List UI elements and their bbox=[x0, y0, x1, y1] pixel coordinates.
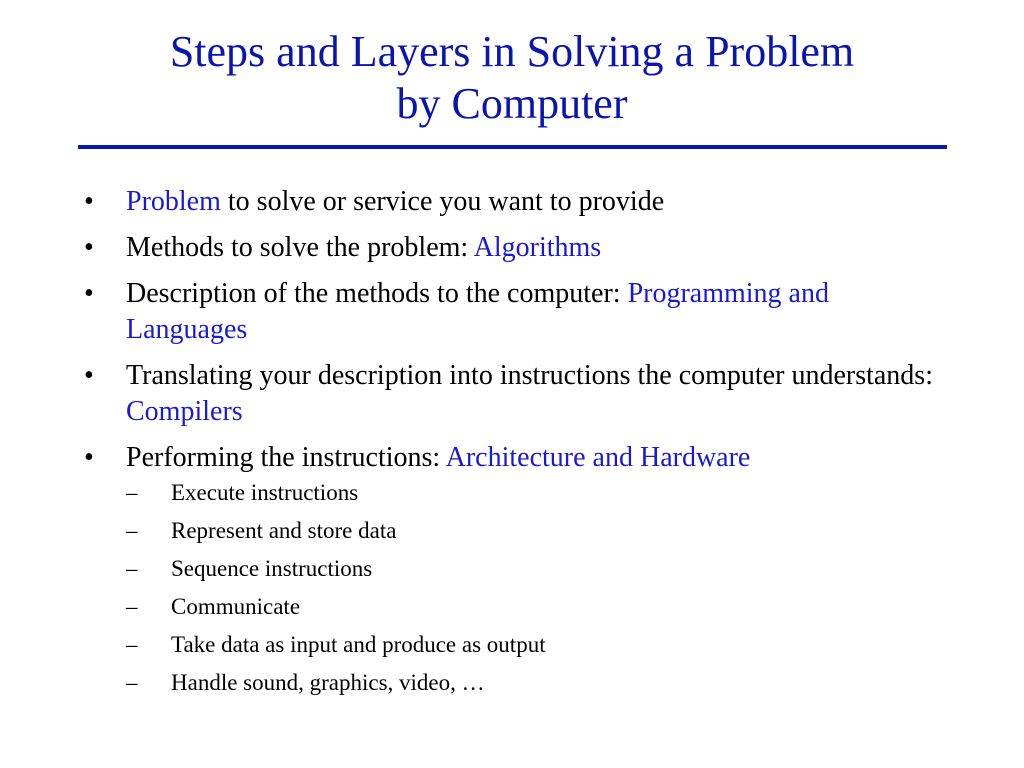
bullet-lead: Methods to solve the problem: bbox=[126, 232, 474, 263]
sub-item-list bbox=[84, 474, 954, 702]
sub-item bbox=[126, 664, 954, 702]
sub-item bbox=[126, 512, 954, 550]
bullet-list bbox=[84, 184, 954, 702]
slide-title bbox=[60, 26, 964, 130]
sub-item-text: Execute instructions bbox=[171, 480, 359, 505]
title-line-2: by Computer bbox=[396, 79, 628, 128]
bullet-accent: Problem bbox=[126, 186, 221, 217]
sub-dash: – bbox=[126, 670, 138, 695]
bullet-dot: • bbox=[84, 278, 94, 309]
sub-dash: – bbox=[126, 480, 138, 505]
bullet-item-algorithms bbox=[84, 230, 954, 266]
sub-dash: – bbox=[126, 518, 138, 543]
sub-item bbox=[126, 626, 954, 664]
sub-item-text: Handle sound, graphics, video, … bbox=[171, 670, 485, 695]
sub-item bbox=[126, 474, 954, 512]
sub-item-text: Represent and store data bbox=[171, 518, 397, 543]
bullet-item-compilers bbox=[84, 358, 954, 430]
bullet-dot: • bbox=[84, 360, 94, 391]
bullet-accent: Architecture and Hardware bbox=[445, 442, 751, 473]
bullet-accent: Algorithms bbox=[473, 232, 602, 263]
sub-item-text: Take data as input and produce as output bbox=[171, 632, 546, 657]
bullet-lead: Description of the methods to the computer: bbox=[126, 278, 628, 309]
bullet-dot: • bbox=[84, 186, 94, 217]
sub-item bbox=[126, 588, 954, 626]
sub-dash: – bbox=[126, 594, 138, 619]
bullet-trail: to solve or service you want to provide bbox=[220, 186, 665, 217]
sub-item bbox=[126, 550, 954, 588]
sub-item-text: Communicate bbox=[171, 594, 301, 619]
bullet-accent: Compilers bbox=[126, 396, 243, 427]
title-line-1: Steps and Layers in Solving a Problem bbox=[169, 27, 855, 76]
bullet-item-architecture bbox=[84, 440, 954, 476]
bullet-dot: • bbox=[84, 232, 94, 263]
bullet-item-problem bbox=[84, 184, 954, 220]
bullet-accent: Programming and Languages bbox=[126, 278, 829, 345]
bullet-lead: Performing the instructions: bbox=[126, 442, 446, 473]
bullet-lead: Translating your description into instructions the computer understands: bbox=[126, 360, 933, 391]
bullet-dot: • bbox=[84, 442, 94, 473]
sub-dash: – bbox=[126, 632, 138, 657]
bullet-item-programming bbox=[84, 276, 954, 348]
sub-item-text: Sequence instructions bbox=[171, 556, 373, 581]
title-underline bbox=[78, 145, 947, 149]
sub-dash: – bbox=[126, 556, 138, 581]
